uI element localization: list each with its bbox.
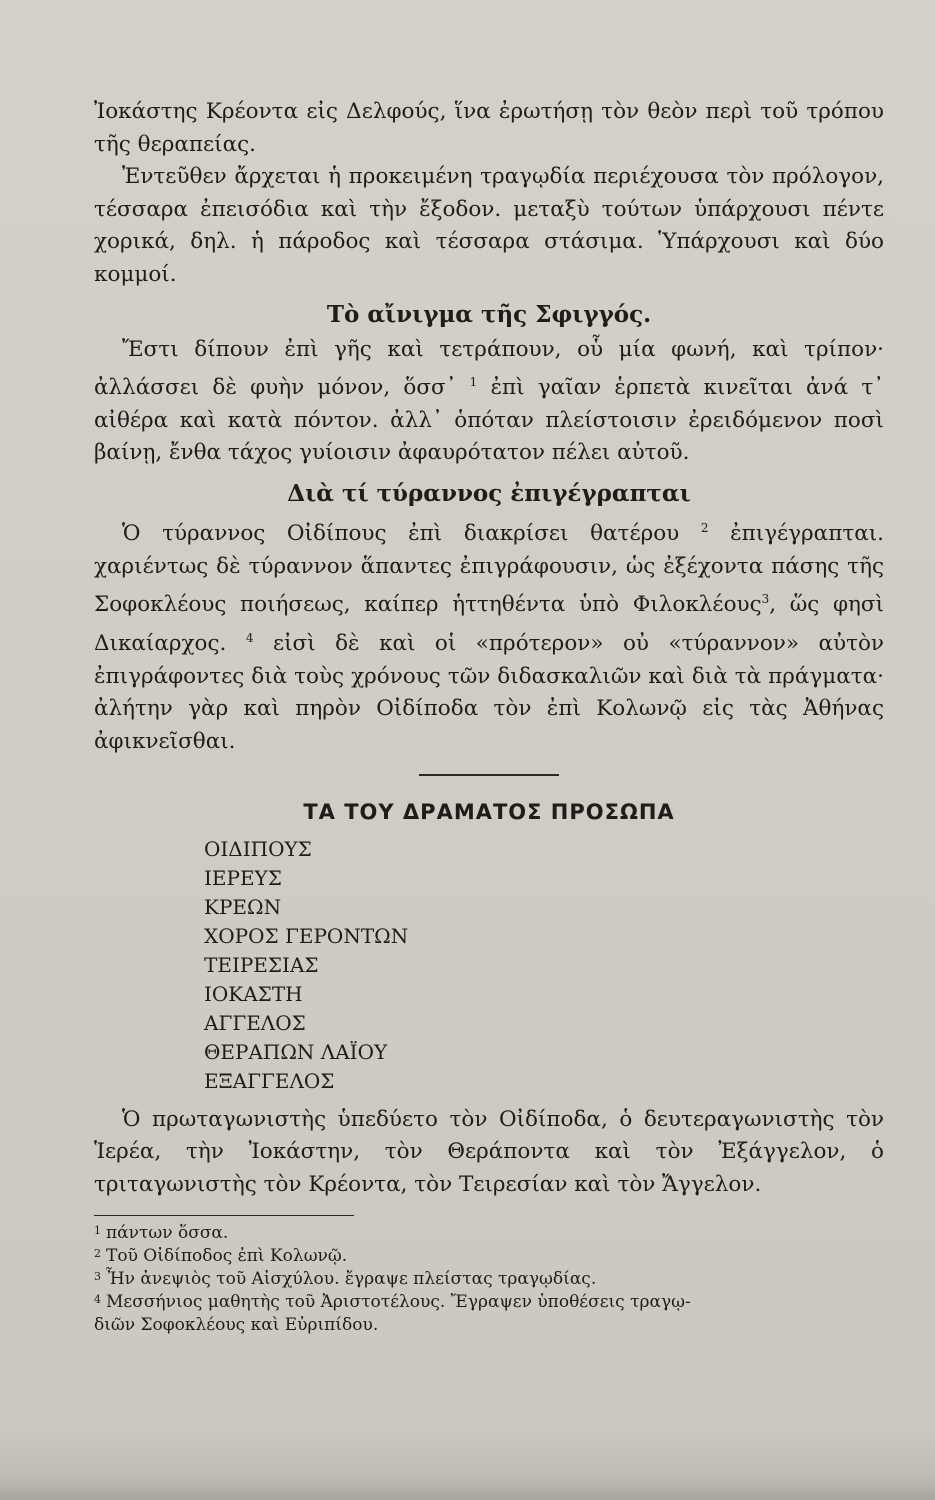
page-bottom-stain	[0, 1430, 935, 1500]
tyrannos-text-1: Ὁ τύραννος Οἰδίπους ἐπὶ διακρίσει θατέρου	[122, 521, 680, 547]
riddle-text-1: Ἔστι δίπουν ἐπὶ γῆς καὶ τετράπουν, οὗ μία φωνή, καὶ τρίπον· ἀλλάσσει δὲ φυὴν μόνον, ὅσσ᾽	[94, 336, 884, 401]
footnote-number: 4	[94, 1293, 101, 1307]
tyrannos-paragraph	[94, 512, 884, 758]
actors-paragraph: Ὁ πρωταγωνιστὴς ὑπεδύετο τὸν Οἰδίποδα, ὁ δευτεραγωνιστὴς τὸν Ἱερέα, τὴν Ἰοκάστην, τὸν Θεράποντα καὶ τὸν Ἐξάγγελον, ὁ τριταγωνιστὴς τὸν Κρέοντα, τὸν Τειρεσίαν καὶ τὸν Ἄγγελον.	[94, 1106, 884, 1197]
cast-item: ΧΟΡΟΣ ΓΕΡΟΝΤΩΝ	[204, 923, 409, 948]
riddle-text-2: ἐπὶ γαῖαν ἑρπετὰ κινεῖται ἀνά τ᾽ αἰθέρα καὶ κατὰ πόντον. ἀλλ᾽ ὁπόταν πλείστοισιν ἐρειδόμενον ποσὶ βαίνῃ, ἔνθα τάχος γυίοισιν ἀφαυρότατον πέλει αὐτοῦ.	[94, 375, 884, 466]
footnote-3	[94, 1268, 884, 1291]
footnote-text: Μεσσήνιος μαθητὴς τοῦ Ἀριστοτέλους. Ἔγραψεν ὑποθέσεις τραγῳ-	[106, 1292, 691, 1313]
cast-item: ΟΙΔΙΠΟΥΣ	[204, 836, 312, 861]
footnote-mark-4: 4	[245, 630, 254, 645]
cast-item: ΕΞΑΓΓΕΛΟΣ	[204, 1068, 335, 1093]
riddle-heading: Τὸ αἴνιγμα τῆς Σφιγγός.	[326, 301, 652, 328]
cast-item: ΘΕΡΑΠΩΝ ΛΑΪΟΥ	[204, 1039, 388, 1064]
footnote-text: Ἦν ἀνεψιὸς τοῦ Αἰσχύλου. ἔγραψε πλείστας τραγῳδίας.	[106, 1269, 597, 1290]
footnote-2	[94, 1245, 884, 1268]
footnote-text: Τοῦ Οἰδίποδος ἐπὶ Κολωνῷ.	[106, 1246, 348, 1267]
footnote-number: 2	[94, 1247, 101, 1261]
footnote-4	[94, 1291, 884, 1314]
tyrannos-text-4: εἰσὶ δὲ καὶ οἱ «πρότερον» οὐ «τύραννον» αὐτὸν ἐπιγράφοντες διὰ τοὺς χρόνους τῶν διδασκαλιῶν καὶ διὰ τὰ πράγματα· ἀλήτην γὰρ καὶ πηρὸν Οἰδίποδα τὸν ἐπὶ Κολωνῷ εἰς τὰς Ἀθήνας ἀφικνεῖσθαι.	[94, 631, 885, 754]
tyrannos-heading: Διὰ τί τύραννος ἐπιγέγραπται	[287, 479, 691, 507]
tyrannos-text-2: ἐπιγέγραπται. χαριέντως δὲ τύραννον ἅπαντες ἐπιγράφουσιν, ὡς ἐξέχοντα πάσης τῆς Σοφοκλέους ποιήσεως, καίπερ ἡττηθέντα ὑπὸ Φιλοκλέους	[94, 521, 884, 618]
footnote-rule	[94, 1215, 354, 1216]
page-content	[94, 96, 884, 1337]
cast-item: ΑΓΓΕΛΟΣ	[204, 1010, 306, 1035]
cast-item: ΤΕΙΡΕΣΙΑΣ	[204, 952, 319, 977]
tyrannos-text-3: , ὥς φησὶ Δικαίαρχος.	[94, 592, 885, 657]
cast-item: ΙΕΡΕΥΣ	[204, 865, 282, 890]
footnote-1	[94, 1222, 884, 1245]
footnote-number: 3	[94, 1270, 101, 1284]
cast-title: ΤΑ ΤΟΥ ΔΡΑΜΑΤΟΣ ΠΡΟΣΩΠΑ	[303, 800, 675, 825]
footnote-mark-3: 3	[761, 592, 770, 607]
footnote-4-continued: διῶν Σοφοκλέους καὶ Εὐριπίδου.	[94, 1315, 379, 1336]
riddle-paragraph	[94, 334, 884, 470]
footnote-text: πάντων ὅσσα.	[106, 1223, 229, 1244]
footnote-number: 1	[94, 1224, 101, 1238]
cast-item: ΚΡΕΩΝ	[204, 894, 282, 919]
footnote-mark-2: 2	[700, 521, 709, 536]
footnote-mark-1: 1	[469, 375, 478, 389]
section-divider	[419, 774, 559, 776]
opening-paragraph: Ἰοκάστης Κρέοντα εἰς Δελφούς, ἵνα ἐρωτήσῃ τὸν θεὸν περὶ τοῦ τρόπου τῆς θεραπείας.	[94, 99, 884, 157]
cast-item: ΙΟΚΑΣΤΗ	[204, 981, 303, 1006]
structure-paragraph: Ἐντεῦθεν ἄρχεται ἡ προκειμένη τραγῳδία περιέχουσα τὸν πρόλογον, τέσσαρα ἐπεισόδια καὶ τὴν ἔξοδον. μεταξὺ τούτων ὑπάρχουσι πέντε χορικά, δηλ. ἡ πάροδος καὶ τέσσαρα στάσιμα. Ὑπάρχουσι καὶ δύο κομμοί.	[94, 164, 884, 287]
cast-list	[204, 835, 884, 1096]
